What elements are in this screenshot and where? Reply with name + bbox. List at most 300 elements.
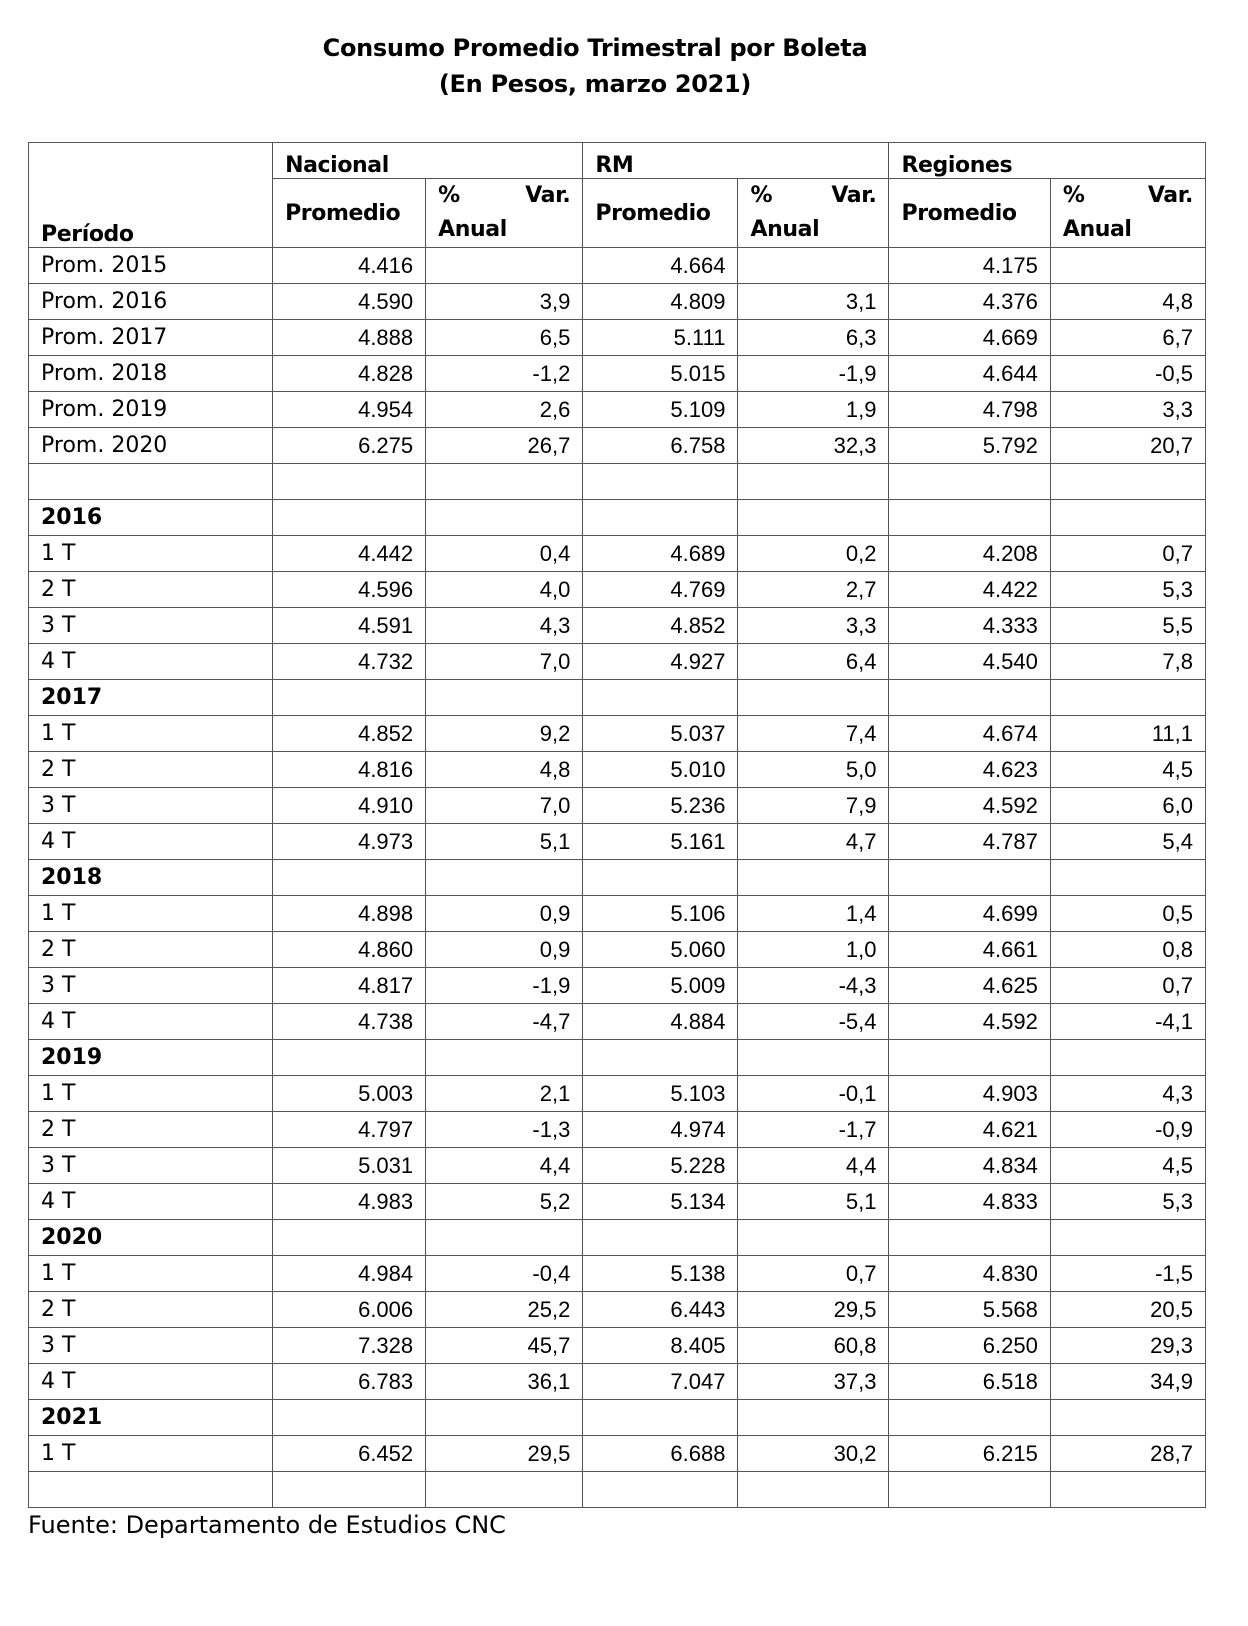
table-row <box>29 356 1206 392</box>
cell-nacional-promedio: 4.983 <box>273 1184 426 1220</box>
cell-rm-var: 5,0 <box>738 752 889 788</box>
table-row <box>29 1436 1206 1472</box>
cell-nacional-var: 4,8 <box>426 752 583 788</box>
cell-rm-var: 4,4 <box>738 1148 889 1184</box>
period-label: 2 T <box>29 572 273 608</box>
var-pct-label: % <box>750 183 773 208</box>
period-header: Período <box>29 143 273 248</box>
table-subtitle: (En Pesos, marzo 2021) <box>438 70 752 98</box>
period-label: Prom. 2017 <box>29 320 273 356</box>
cell-regiones-promedio <box>889 464 1050 500</box>
cell-rm-promedio <box>583 500 738 536</box>
cell-nacional-promedio: 6.275 <box>273 428 426 464</box>
period-label: 3 T <box>29 788 273 824</box>
cell-regiones-var <box>1050 1472 1205 1508</box>
cell-rm-var: 1,4 <box>738 896 889 932</box>
table-row <box>29 1328 1206 1364</box>
cell-nacional-promedio: 4.954 <box>273 392 426 428</box>
cell-nacional-promedio: 4.797 <box>273 1112 426 1148</box>
period-label: 3 T <box>29 1148 273 1184</box>
cell-rm-promedio: 5.009 <box>583 968 738 1004</box>
group-header-nacional: Nacional <box>273 143 583 179</box>
cell-nacional-promedio <box>273 1220 426 1256</box>
cell-nacional-var: 5,2 <box>426 1184 583 1220</box>
cell-nacional-var <box>426 860 583 896</box>
cell-nacional-promedio: 6.783 <box>273 1364 426 1400</box>
cell-rm-var <box>738 500 889 536</box>
cell-regiones-var: 11,1 <box>1050 716 1205 752</box>
table-row <box>29 284 1206 320</box>
period-label <box>29 1472 273 1508</box>
column-header-var <box>426 179 583 248</box>
cell-regiones-promedio: 4.834 <box>889 1148 1050 1184</box>
cell-rm-var: -1,7 <box>738 1112 889 1148</box>
cell-rm-promedio: 4.884 <box>583 1004 738 1040</box>
period-label <box>29 464 273 500</box>
cell-nacional-promedio: 4.828 <box>273 356 426 392</box>
cell-nacional-promedio <box>273 860 426 896</box>
cell-regiones-var: 6,7 <box>1050 320 1205 356</box>
cell-rm-promedio: 5.134 <box>583 1184 738 1220</box>
cell-regiones-promedio: 4.175 <box>889 248 1050 284</box>
table-row <box>29 608 1206 644</box>
cell-nacional-promedio: 6.006 <box>273 1292 426 1328</box>
cell-regiones-promedio <box>889 680 1050 716</box>
cell-rm-promedio: 5.037 <box>583 716 738 752</box>
cell-rm-promedio: 4.769 <box>583 572 738 608</box>
cell-rm-promedio <box>583 464 738 500</box>
period-label: 1 T <box>29 1076 273 1112</box>
period-label: 4 T <box>29 644 273 680</box>
cell-nacional-promedio: 6.452 <box>273 1436 426 1472</box>
cell-regiones-var: 0,8 <box>1050 932 1205 968</box>
cell-rm-var: 60,8 <box>738 1328 889 1364</box>
year-label: 2017 <box>29 680 273 716</box>
table-row <box>29 428 1206 464</box>
cell-rm-var <box>738 680 889 716</box>
cell-rm-var <box>738 1220 889 1256</box>
cell-regiones-var: -1,5 <box>1050 1256 1205 1292</box>
cell-nacional-var <box>426 1040 583 1076</box>
period-label: 3 T <box>29 968 273 1004</box>
cell-regiones-var: 4,3 <box>1050 1076 1205 1112</box>
cell-regiones-promedio: 5.568 <box>889 1292 1050 1328</box>
table-row <box>29 644 1206 680</box>
year-row <box>29 1040 1206 1076</box>
cell-regiones-promedio <box>889 1220 1050 1256</box>
cell-rm-promedio: 5.109 <box>583 392 738 428</box>
var-pct-label: % <box>438 183 460 208</box>
period-label: Prom. 2018 <box>29 356 273 392</box>
period-label: 1 T <box>29 536 273 572</box>
cell-regiones-var: 5,3 <box>1050 572 1205 608</box>
cell-regiones-var: 4,8 <box>1050 284 1205 320</box>
cell-rm-var: 3,1 <box>738 284 889 320</box>
cell-rm-var: 29,5 <box>738 1292 889 1328</box>
cell-nacional-promedio <box>273 1400 426 1436</box>
cell-nacional-promedio: 4.732 <box>273 644 426 680</box>
table-row <box>29 1292 1206 1328</box>
table-row <box>29 1256 1206 1292</box>
cell-regiones-promedio: 5.792 <box>889 428 1050 464</box>
cell-regiones-promedio <box>889 1472 1050 1508</box>
cell-regiones-promedio: 4.903 <box>889 1076 1050 1112</box>
table-row <box>29 1112 1206 1148</box>
table-row <box>29 752 1206 788</box>
cell-nacional-var <box>426 1472 583 1508</box>
cell-rm-var <box>738 464 889 500</box>
cell-regiones-promedio: 4.208 <box>889 536 1050 572</box>
cell-nacional-var: 0,4 <box>426 536 583 572</box>
period-label: 4 T <box>29 824 273 860</box>
cell-regiones-promedio: 4.699 <box>889 896 1050 932</box>
cell-nacional-var: 29,5 <box>426 1436 583 1472</box>
year-row <box>29 500 1206 536</box>
cell-regiones-var: 20,7 <box>1050 428 1205 464</box>
cell-nacional-promedio: 4.442 <box>273 536 426 572</box>
cell-regiones-promedio: 4.669 <box>889 320 1050 356</box>
cell-regiones-var <box>1050 860 1205 896</box>
cell-nacional-var <box>426 500 583 536</box>
cell-regiones-promedio: 4.592 <box>889 1004 1050 1040</box>
table-title: Consumo Promedio Trimestral por Boleta <box>322 34 868 62</box>
period-label: Prom. 2016 <box>29 284 273 320</box>
cell-rm-promedio <box>583 1400 738 1436</box>
cell-nacional-var: 9,2 <box>426 716 583 752</box>
consumption-table <box>28 142 1206 1508</box>
period-label: 3 T <box>29 608 273 644</box>
table-row <box>29 896 1206 932</box>
period-label: 4 T <box>29 1364 273 1400</box>
group-header-rm: RM <box>583 143 889 179</box>
cell-nacional-var <box>426 1220 583 1256</box>
cell-regiones-promedio: 4.621 <box>889 1112 1050 1148</box>
table-row <box>29 824 1206 860</box>
cell-rm-var: -0,1 <box>738 1076 889 1112</box>
period-label: 3 T <box>29 1328 273 1364</box>
cell-nacional-promedio: 4.973 <box>273 824 426 860</box>
cell-regiones-var: 6,0 <box>1050 788 1205 824</box>
cell-nacional-var <box>426 680 583 716</box>
cell-rm-var <box>738 1472 889 1508</box>
year-row <box>29 680 1206 716</box>
period-label: 1 T <box>29 716 273 752</box>
cell-rm-var: 6,4 <box>738 644 889 680</box>
cell-rm-var: -4,3 <box>738 968 889 1004</box>
cell-rm-promedio: 5.060 <box>583 932 738 968</box>
cell-regiones-var: 5,4 <box>1050 824 1205 860</box>
cell-nacional-promedio <box>273 464 426 500</box>
var-word-label: Var. <box>525 183 571 208</box>
cell-nacional-var: 36,1 <box>426 1364 583 1400</box>
cell-rm-promedio: 5.015 <box>583 356 738 392</box>
cell-nacional-var <box>426 248 583 284</box>
cell-regiones-promedio: 4.830 <box>889 1256 1050 1292</box>
cell-regiones-var <box>1050 464 1205 500</box>
cell-rm-promedio: 5.228 <box>583 1148 738 1184</box>
cell-rm-promedio: 4.664 <box>583 248 738 284</box>
cell-rm-promedio: 5.236 <box>583 788 738 824</box>
cell-rm-var: 0,2 <box>738 536 889 572</box>
cell-regiones-promedio: 4.623 <box>889 752 1050 788</box>
cell-rm-var <box>738 1400 889 1436</box>
cell-nacional-var <box>426 464 583 500</box>
period-label: 2 T <box>29 1292 273 1328</box>
cell-nacional-promedio: 4.898 <box>273 896 426 932</box>
cell-regiones-promedio: 4.833 <box>889 1184 1050 1220</box>
cell-nacional-promedio: 4.984 <box>273 1256 426 1292</box>
cell-regiones-var: 20,5 <box>1050 1292 1205 1328</box>
cell-regiones-promedio: 4.661 <box>889 932 1050 968</box>
cell-nacional-promedio: 4.738 <box>273 1004 426 1040</box>
cell-rm-promedio <box>583 1220 738 1256</box>
column-header-promedio: Promedio <box>583 179 738 248</box>
period-label: 2 T <box>29 1112 273 1148</box>
cell-rm-var: 0,7 <box>738 1256 889 1292</box>
cell-rm-var: 1,9 <box>738 392 889 428</box>
cell-regiones-var: 3,3 <box>1050 392 1205 428</box>
cell-nacional-promedio: 4.910 <box>273 788 426 824</box>
year-label: 2018 <box>29 860 273 896</box>
cell-rm-promedio <box>583 1040 738 1076</box>
cell-nacional-promedio: 4.888 <box>273 320 426 356</box>
cell-regiones-var <box>1050 500 1205 536</box>
cell-nacional-promedio <box>273 680 426 716</box>
cell-rm-var: 6,3 <box>738 320 889 356</box>
period-label: 1 T <box>29 1436 273 1472</box>
var-word-label: Var. <box>831 183 877 208</box>
cell-regiones-var <box>1050 248 1205 284</box>
cell-nacional-var <box>426 1400 583 1436</box>
table-row <box>29 1184 1206 1220</box>
cell-regiones-promedio: 4.625 <box>889 968 1050 1004</box>
cell-rm-var: 1,0 <box>738 932 889 968</box>
cell-regiones-var: 34,9 <box>1050 1364 1205 1400</box>
cell-nacional-var: 0,9 <box>426 896 583 932</box>
cell-nacional-var: 7,0 <box>426 644 583 680</box>
cell-regiones-var: 0,5 <box>1050 896 1205 932</box>
cell-rm-promedio: 4.974 <box>583 1112 738 1148</box>
cell-rm-promedio: 7.047 <box>583 1364 738 1400</box>
cell-regiones-promedio <box>889 500 1050 536</box>
cell-rm-promedio: 4.852 <box>583 608 738 644</box>
cell-rm-promedio: 5.106 <box>583 896 738 932</box>
cell-regiones-var <box>1050 680 1205 716</box>
cell-nacional-var: 4,4 <box>426 1148 583 1184</box>
cell-rm-promedio: 5.161 <box>583 824 738 860</box>
cell-regiones-promedio: 6.215 <box>889 1436 1050 1472</box>
period-label: 1 T <box>29 896 273 932</box>
cell-regiones-promedio: 4.592 <box>889 788 1050 824</box>
cell-rm-var: -5,4 <box>738 1004 889 1040</box>
table-row <box>29 536 1206 572</box>
cell-regiones-promedio <box>889 1040 1050 1076</box>
cell-rm-var: 2,7 <box>738 572 889 608</box>
cell-rm-promedio: 4.927 <box>583 644 738 680</box>
var-anual-label: Anual <box>750 217 820 242</box>
column-header-var <box>1050 179 1205 248</box>
cell-regiones-promedio <box>889 860 1050 896</box>
cell-regiones-var: 0,7 <box>1050 536 1205 572</box>
cell-nacional-var: 4,3 <box>426 608 583 644</box>
table-row <box>29 1364 1206 1400</box>
year-label: 2021 <box>29 1400 273 1436</box>
table-row <box>29 1148 1206 1184</box>
cell-nacional-var: 5,1 <box>426 824 583 860</box>
cell-rm-var: -1,9 <box>738 356 889 392</box>
cell-regiones-var: 28,7 <box>1050 1436 1205 1472</box>
var-pct-label: % <box>1062 183 1085 208</box>
cell-regiones-promedio: 4.787 <box>889 824 1050 860</box>
cell-nacional-promedio <box>273 500 426 536</box>
cell-nacional-var: 2,6 <box>426 392 583 428</box>
cell-rm-promedio: 6.443 <box>583 1292 738 1328</box>
cell-rm-promedio: 5.010 <box>583 752 738 788</box>
cell-regiones-var: 4,5 <box>1050 752 1205 788</box>
cell-nacional-var: 26,7 <box>426 428 583 464</box>
table-row <box>29 1076 1206 1112</box>
table-row <box>29 248 1206 284</box>
period-label: 2 T <box>29 932 273 968</box>
cell-nacional-promedio: 4.591 <box>273 608 426 644</box>
year-label: 2019 <box>29 1040 273 1076</box>
cell-rm-promedio <box>583 860 738 896</box>
year-row <box>29 860 1206 896</box>
cell-nacional-promedio: 4.817 <box>273 968 426 1004</box>
cell-nacional-var: -1,2 <box>426 356 583 392</box>
cell-rm-promedio: 4.689 <box>583 536 738 572</box>
column-header-promedio: Promedio <box>273 179 426 248</box>
cell-nacional-var: -4,7 <box>426 1004 583 1040</box>
cell-nacional-var: -1,3 <box>426 1112 583 1148</box>
cell-rm-promedio: 6.758 <box>583 428 738 464</box>
cell-regiones-promedio: 4.422 <box>889 572 1050 608</box>
cell-rm-promedio <box>583 680 738 716</box>
cell-regiones-promedio <box>889 1400 1050 1436</box>
year-label: 2016 <box>29 500 273 536</box>
cell-rm-promedio <box>583 1472 738 1508</box>
cell-regiones-var: 7,8 <box>1050 644 1205 680</box>
var-word-label: Var. <box>1147 183 1193 208</box>
cell-nacional-promedio: 4.596 <box>273 572 426 608</box>
var-anual-label: Anual <box>438 217 507 242</box>
cell-rm-var: 4,7 <box>738 824 889 860</box>
cell-regiones-var: -4,1 <box>1050 1004 1205 1040</box>
cell-rm-var: 3,3 <box>738 608 889 644</box>
table-row <box>29 572 1206 608</box>
cell-nacional-promedio: 4.852 <box>273 716 426 752</box>
cell-regiones-var: 29,3 <box>1050 1328 1205 1364</box>
cell-nacional-var: 2,1 <box>426 1076 583 1112</box>
cell-rm-promedio: 8.405 <box>583 1328 738 1364</box>
cell-rm-promedio: 6.688 <box>583 1436 738 1472</box>
cell-rm-var <box>738 1040 889 1076</box>
cell-nacional-var: 4,0 <box>426 572 583 608</box>
cell-regiones-var <box>1050 1400 1205 1436</box>
cell-nacional-var: 0,9 <box>426 932 583 968</box>
period-label: Prom. 2015 <box>29 248 273 284</box>
var-anual-label: Anual <box>1062 217 1132 242</box>
cell-nacional-var: -1,9 <box>426 968 583 1004</box>
period-label: 4 T <box>29 1184 273 1220</box>
cell-nacional-promedio: 5.003 <box>273 1076 426 1112</box>
cell-rm-var: 7,4 <box>738 716 889 752</box>
cell-nacional-var: 3,9 <box>426 284 583 320</box>
column-header-promedio: Promedio <box>889 179 1050 248</box>
cell-regiones-promedio: 6.250 <box>889 1328 1050 1364</box>
cell-regiones-promedio: 4.674 <box>889 716 1050 752</box>
cell-nacional-promedio <box>273 1472 426 1508</box>
cell-regiones-var <box>1050 1220 1205 1256</box>
year-row <box>29 1400 1206 1436</box>
header-row-groups <box>29 143 1206 179</box>
cell-regiones-promedio: 4.644 <box>889 356 1050 392</box>
year-row <box>29 1220 1206 1256</box>
table-row <box>29 1004 1206 1040</box>
cell-rm-var: 7,9 <box>738 788 889 824</box>
cell-rm-promedio: 5.138 <box>583 1256 738 1292</box>
cell-nacional-promedio: 4.860 <box>273 932 426 968</box>
table-row <box>29 788 1206 824</box>
cell-nacional-var: -0,4 <box>426 1256 583 1292</box>
cell-rm-var <box>738 248 889 284</box>
cell-nacional-var: 25,2 <box>426 1292 583 1328</box>
cell-nacional-var: 6,5 <box>426 320 583 356</box>
cell-regiones-promedio: 4.376 <box>889 284 1050 320</box>
cell-regiones-promedio: 6.518 <box>889 1364 1050 1400</box>
cell-rm-var: 32,3 <box>738 428 889 464</box>
period-label: Prom. 2020 <box>29 428 273 464</box>
cell-regiones-var <box>1050 1040 1205 1076</box>
cell-nacional-promedio: 7.328 <box>273 1328 426 1364</box>
source-note: Fuente: Departamento de Estudios CNC <box>28 1511 506 1539</box>
cell-regiones-var: 5,3 <box>1050 1184 1205 1220</box>
cell-rm-promedio: 5.111 <box>583 320 738 356</box>
cell-regiones-promedio: 4.798 <box>889 392 1050 428</box>
cell-nacional-promedio: 4.416 <box>273 248 426 284</box>
blank-row <box>29 464 1206 500</box>
table-row <box>29 320 1206 356</box>
cell-regiones-var: -0,9 <box>1050 1112 1205 1148</box>
cell-rm-var: 37,3 <box>738 1364 889 1400</box>
cell-rm-var: 30,2 <box>738 1436 889 1472</box>
cell-rm-var: 5,1 <box>738 1184 889 1220</box>
table-row <box>29 968 1206 1004</box>
cell-regiones-var: 0,7 <box>1050 968 1205 1004</box>
year-label: 2020 <box>29 1220 273 1256</box>
cell-nacional-promedio <box>273 1040 426 1076</box>
period-label: Prom. 2019 <box>29 392 273 428</box>
cell-rm-promedio: 5.103 <box>583 1076 738 1112</box>
table-row <box>29 392 1206 428</box>
cell-regiones-var: 4,5 <box>1050 1148 1205 1184</box>
period-label: 1 T <box>29 1256 273 1292</box>
cell-regiones-promedio: 4.540 <box>889 644 1050 680</box>
cell-nacional-promedio: 5.031 <box>273 1148 426 1184</box>
cell-nacional-var: 45,7 <box>426 1328 583 1364</box>
cell-nacional-promedio: 4.816 <box>273 752 426 788</box>
cell-nacional-promedio: 4.590 <box>273 284 426 320</box>
table-row <box>29 716 1206 752</box>
cell-regiones-var: 5,5 <box>1050 608 1205 644</box>
cell-nacional-var: 7,0 <box>426 788 583 824</box>
period-label: 2 T <box>29 752 273 788</box>
blank-row <box>29 1472 1206 1508</box>
group-header-regiones: Regiones <box>889 143 1206 179</box>
period-label: 4 T <box>29 1004 273 1040</box>
cell-regiones-var: -0,5 <box>1050 356 1205 392</box>
cell-rm-var <box>738 860 889 896</box>
